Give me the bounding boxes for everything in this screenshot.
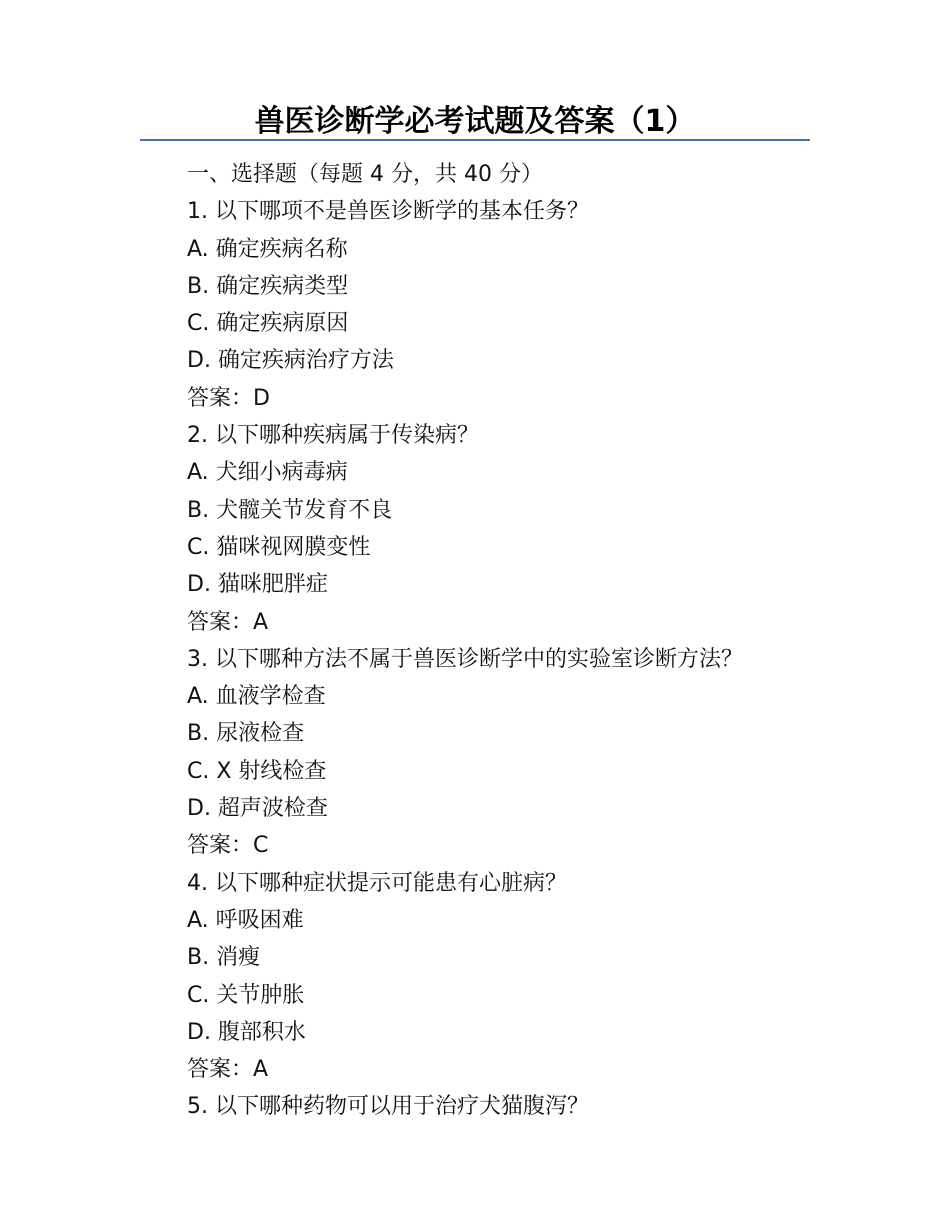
answer-text: 答案：A [187, 1057, 269, 1083]
title-underline [140, 139, 810, 141]
option-b: B. 尿液检查 [187, 721, 305, 747]
section-heading: 一、选择题（每题 4 分，共 40 分） [187, 162, 543, 187]
question-text: 2. 以下哪种疾病属于传染病？ [187, 423, 479, 449]
answer-text: 答案：C [187, 833, 269, 859]
option-c: C. 猫咪视网膜变性 [187, 534, 371, 560]
answer-text: 答案：A [187, 609, 269, 635]
option-c: C. 关节肿胀 [187, 982, 305, 1008]
question-text: 1. 以下哪项不是兽医诊断学的基本任务？ [187, 199, 589, 225]
question-block-4 [187, 865, 867, 1089]
question-block-3 [187, 641, 867, 865]
option-d: D. 腹部积水 [187, 1019, 306, 1045]
answer-text: 答案：D [187, 385, 270, 411]
question-text: 3. 以下哪种方法不属于兽医诊断学中的实验室诊断方法？ [187, 646, 743, 672]
option-a: A. 确定疾病名称 [187, 236, 348, 262]
option-a: A. 犬细小病毒病 [187, 460, 348, 486]
option-c: C. 确定疾病原因 [187, 311, 349, 337]
option-b: B. 消瘦 [187, 945, 261, 971]
document-title: 兽医诊断学必考试题及答案（1） [254, 104, 696, 139]
title-block [140, 102, 810, 142]
option-b: B. 确定疾病类型 [187, 273, 349, 299]
option-c: C. X 射线检查 [187, 758, 327, 784]
option-d: D. 超声波检查 [187, 796, 328, 822]
option-d: D. 确定疾病治疗方法 [187, 348, 394, 374]
document-body [187, 156, 867, 1126]
question-block-5 [187, 1088, 867, 1125]
question-block-1 [187, 193, 867, 417]
question-text: 4. 以下哪种症状提示可能患有心脏病？ [187, 870, 567, 896]
option-d: D. 猫咪肥胖症 [187, 572, 328, 598]
option-a: A. 呼吸困难 [187, 907, 304, 933]
option-b: B. 犬髋关节发育不良 [187, 497, 393, 523]
question-block-2 [187, 417, 867, 641]
option-a: A. 血液学检查 [187, 684, 326, 710]
question-text: 5. 以下哪种药物可以用于治疗犬猫腹泻？ [187, 1094, 589, 1120]
